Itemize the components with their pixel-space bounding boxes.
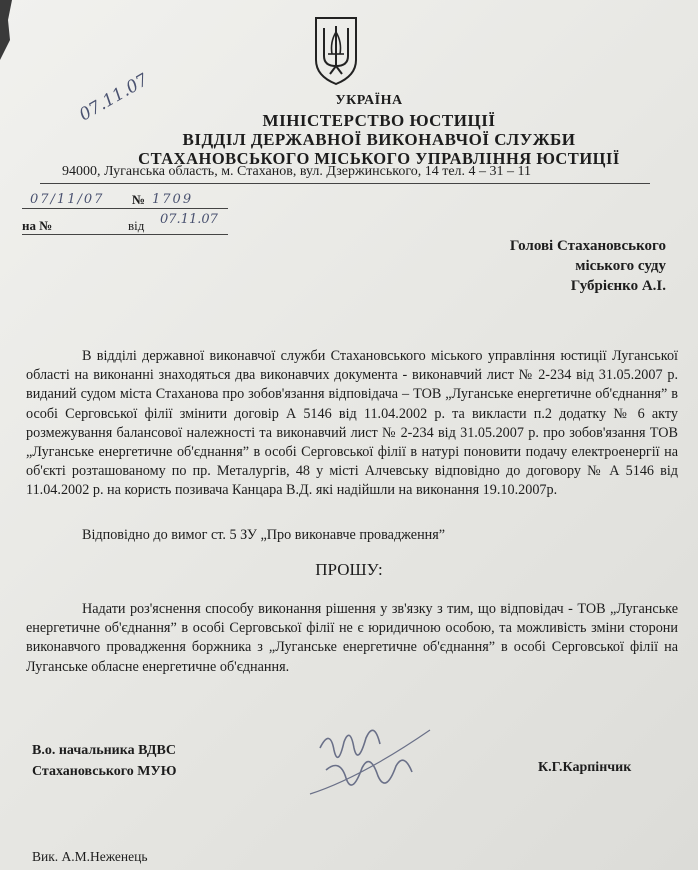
page-edge-shadow [0, 0, 12, 60]
handwritten-signature [300, 708, 450, 818]
body-paragraph-1 [26, 347, 678, 501]
outgoing-number: 07/11/07 [30, 192, 105, 207]
registration-underline-1 [22, 208, 228, 209]
number-sign: № [132, 192, 146, 207]
executor-line: Вик. А.М.Неженець [32, 849, 148, 864]
header-divider [40, 183, 650, 184]
in-reply-label: на № [22, 218, 53, 233]
body-paragraph-1-text: В відділі державної виконавчої служби Стахановського міського управління юстиції Луганської області на виконанні знаходяться два виконавчих документа - виконавчий лист № 2-234 від 31.05.2007 р. виданий судом міста Стаханова про зобов'язання відповідача – ТОВ „Луганське енергетичне об'єднання” в особі Серговської філії змінити договір А 5146 від 11.04.2002 р. та викласти п.2 додатку № 6 акту розмежування балансової належності та виконавчий лист № 2-234 від 31.05.2007 р. про зобов'язання ТОВ „Луганське енергетичне об'єднання” в особі Серговської філії в натурі поновити подачу електроенергії на об'єкті розташованому по пр. Металургів, 48 у місті Алчевську відповідно до договору № А 5146 від 11.04.2002 р. на користь позивача Канцара В.Д. які надійшли на виконання 19.10.2007р. [26, 348, 678, 499]
header-ministry: МІНІСТЕРСТВО ЮСТИЦІЇ [262, 111, 496, 130]
body-paragraph-2-text: Відповідно до вимог ст. 5 ЗУ „Про виконавче провадження” [82, 527, 446, 543]
header-address: 94000, Луганська область, м. Стаханов, вул. Дзержинського, 14 тел. 4 – 31 – 11 [62, 164, 532, 179]
header-office: СТАХАНОВСЬКОГО МІСЬКОГО УПРАВЛІННЯ ЮСТИЦІЇ [138, 149, 620, 168]
from-label: від [128, 218, 145, 233]
handwritten-date: 07.11.07 [76, 70, 152, 126]
outgoing-number-value: 1709 [152, 192, 194, 207]
signatory-title-2: Стахановського МУЮ [32, 764, 177, 779]
request-heading: ПРОШУ: [315, 560, 383, 579]
header-department: ВІДДІЛ ДЕРЖАВНОЇ ВИКОНАВЧОЇ СЛУЖБИ [182, 130, 576, 149]
body-paragraph-3 [26, 600, 678, 677]
addressee-line-3: Губрієнко А.І. [570, 278, 666, 294]
body-paragraph-2 [26, 526, 678, 545]
header-country: УКРАЇНА [335, 93, 403, 108]
from-date: 07.11.07 [160, 212, 218, 227]
addressee-line-2: міського суду [575, 258, 666, 274]
signatory-title-1: В.о. начальника ВДВС [32, 743, 176, 758]
trident-emblem [312, 14, 360, 86]
registration-underline-2 [22, 234, 228, 235]
addressee-line-1: Голові Стахановського [509, 238, 666, 254]
signatory-name: К.Г.Карпінчик [538, 760, 632, 775]
body-paragraph-3-text: Надати роз'яснення способу виконання рішення у зв'язку з тим, що відповідач - ТОВ „Луганське енергетичне об'єднання” в особі Серговської філії не є юридичною особою, та можливість зміни сторони виконавчого провадження боржника з „Луганське енергетичне об'єднання” в особі Серговської філії на Луганське обласне енергетичне об'єднання. [26, 601, 678, 675]
